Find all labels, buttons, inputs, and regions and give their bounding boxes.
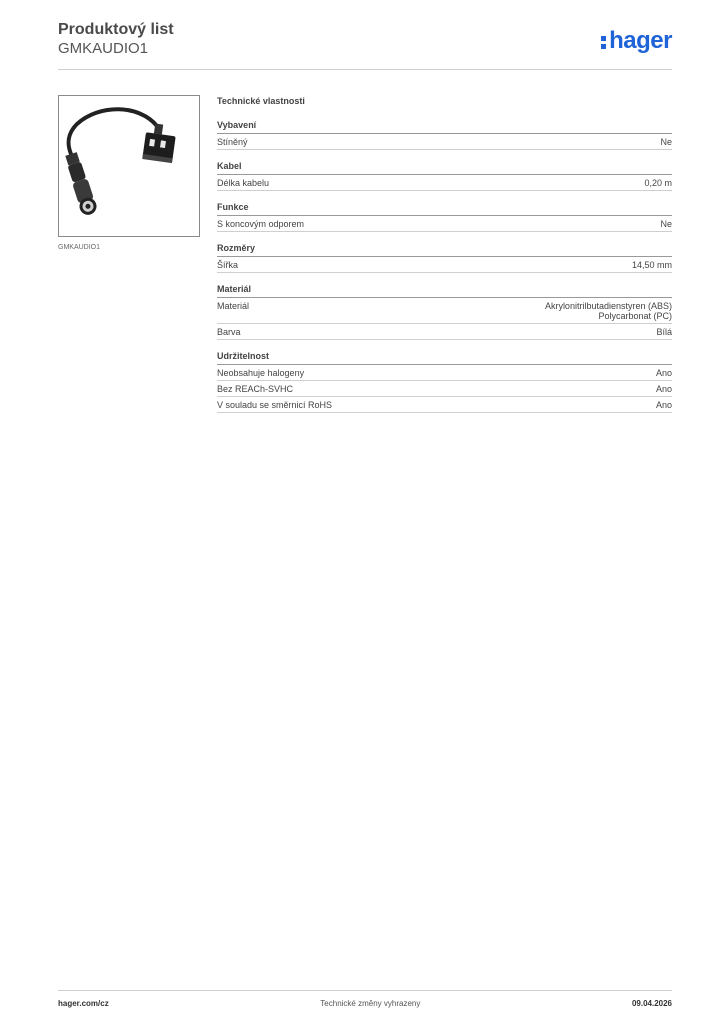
spec-label: Materiál — [217, 301, 250, 311]
spec-row — [217, 134, 672, 150]
product-code: GMKAUDIO1 — [58, 40, 149, 57]
spec-label: Stíněný — [217, 137, 248, 147]
image-caption: GMKAUDIO1 — [58, 244, 101, 251]
spec-label: V souladu se směrnicí RoHS — [217, 400, 333, 410]
group-title: Vybavení — [217, 120, 672, 134]
group-material — [217, 284, 672, 340]
group-kabel — [217, 161, 672, 191]
group-vybaveni — [217, 120, 672, 150]
group-funkce — [217, 202, 672, 232]
document-title: Produktový list — [58, 21, 174, 38]
footer-date: 09.04.2026 — [631, 999, 672, 1008]
spec-label: Šířka — [217, 260, 239, 270]
spec-row — [217, 381, 672, 397]
spec-value: Ne — [660, 219, 672, 229]
logo-mark-icon — [601, 33, 607, 50]
spec-row — [217, 397, 672, 413]
spec-value: Ano — [655, 368, 672, 378]
spec-row — [217, 175, 672, 191]
footer-website-link[interactable]: hager.com/cz — [58, 999, 109, 1008]
group-udrzitelnost — [217, 351, 672, 413]
group-rozmery — [217, 243, 672, 273]
audio-cable-icon — [59, 96, 199, 236]
spec-row — [217, 298, 672, 324]
spec-label: S koncovým odporem — [217, 219, 305, 229]
spec-value: Bílá — [656, 327, 672, 337]
spec-value: Ano — [655, 400, 672, 410]
spec-label: Neobsahuje halogeny — [217, 368, 305, 378]
spec-value: Ano — [655, 384, 672, 394]
group-title: Materiál — [217, 284, 672, 298]
group-title: Funkce — [217, 202, 672, 216]
page-footer — [58, 990, 672, 1008]
spec-value-line: Akrylonitrilbutadienstyren (ABS) — [544, 301, 672, 311]
spec-value: 0,20 m — [644, 178, 672, 188]
hager-logo — [601, 27, 672, 55]
spec-label: Barva — [217, 327, 241, 337]
logo-text: hager — [609, 27, 672, 54]
group-title: Udržitelnost — [217, 351, 672, 365]
spec-value: 14,50 mm — [631, 260, 672, 270]
spec-label: Délka kabelu — [217, 178, 270, 188]
spec-row — [217, 324, 672, 340]
spec-value-line: Polycarbonat (PC) — [598, 311, 672, 321]
spec-label: Bez REACh-SVHC — [217, 384, 294, 394]
group-title: Kabel — [217, 161, 672, 175]
spec-value: Ne — [660, 137, 672, 147]
footer-disclaimer: Technické změny vyhrazeny — [320, 999, 421, 1008]
spec-value — [545, 301, 672, 321]
spec-row — [217, 257, 672, 273]
spec-row — [217, 216, 672, 232]
group-title: Rozměry — [217, 243, 672, 257]
product-image — [58, 95, 200, 237]
page-header — [58, 21, 672, 70]
technical-properties — [217, 96, 672, 424]
spec-row — [217, 365, 672, 381]
section-title: Technické vlastnosti — [217, 96, 305, 106]
